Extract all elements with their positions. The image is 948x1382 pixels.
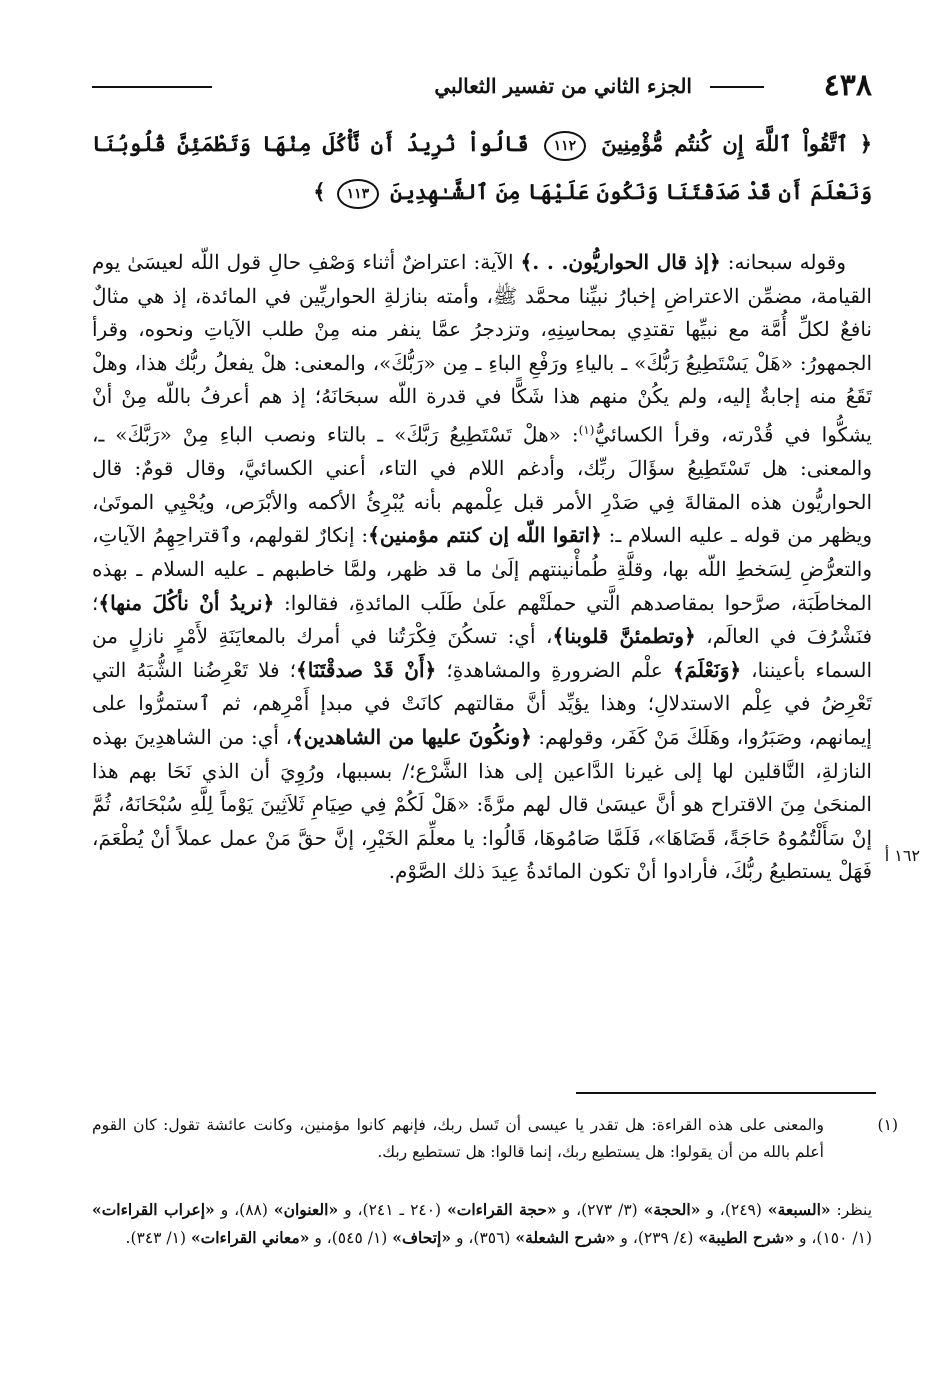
source-title: «إتحاف» (392, 1228, 452, 1247)
running-title: الجزء الثاني من تفسير الثعالبي (434, 74, 692, 98)
footnote-ref: (١) (578, 422, 595, 437)
page-number: ٤٣٨ (823, 68, 872, 103)
source-title: «إعراب القراءات» (92, 1200, 215, 1219)
text-run: : إنكارٌ لقولهم، وٱقتراحِهِمُ الآياتِ، والتعرُّضِ لِسَخطِ اللّه بها، وقلَّةِ طُمأْنينتهم إلَىٰ ما قد ظهر، ولمَّا خاطبهم ـ عليه السلام ـ بهذه المخاطَبَة، صرَّحوا بمقاصدهم الَّتي حملَتْهم علَىٰ طَلَب المائدةِ، فقالوا: (92, 523, 873, 615)
footnote-text: والمعنى على هذه القراءة: هل تقدر يا عيسى أن تَسل ربك، فإنهم كانوا مؤمنين، وكانت عائشة تقول: كان القوم أعلم بالله من أن يقولوا: هل يستطيع ربك، إنما قالوا: هل تستطيع ربك. (92, 1116, 824, 1161)
text-run: الآية: اعتراضٌ أثناء وَصْفِ حالِ قول اللّه لعيسَىٰ يوم القيامة، مضمِّن الاعتراضِ إخبارُ نبيِّنا محمَّد ﷺ، وأمته بنازلةِ الحواريِّين في المائدة، إذ هي مثالٌ نافعٌ لكلِّ أُمَّة مع نبيِّها تقتدِي بمحاسِنِهِ، وتزدجرُ عمَّا ينفر منه مِنْ طلب الآياتِ ونحوه، وقرأ الجمهورُ: «هَلْ يَسْتَطِيعُ رَبُّكَ» ـ بالياءِ ورَفْعِ الباءِ ـ مِن «رَبُّكَ»، والمعنى: هلْ يفعلُ ربُّك هذا، وهلْ تَقَعُ منه إجابةٌ إليه، ولم يكُنْ منهم هذا شَكًّا في قدرة اللّه سبحَانَهُ؛ إذ هم أعرفُ باللّه مِنْ أنْ يشكُّوا في قُدْرته، وقرأ الكسائيُّ (92, 250, 873, 447)
text-run: (٨٨)، و (214, 1201, 274, 1219)
text-run: ، أي: تسكُنَ فِكْرَتُنا في أمرك بالمعايَنَةِ لأَمْرٍ نازلٍ من السماء بأعيننا، (92, 624, 873, 682)
source-title: «معاني القراءات» (190, 1228, 310, 1247)
text-run: (٣٥٦)، و (451, 1229, 516, 1247)
quran-verse-block (92, 120, 872, 216)
text-run: ينظر: (830, 1201, 873, 1219)
source-title: «العنوان» (273, 1200, 339, 1219)
footnote-references (92, 1196, 872, 1252)
source-title: «شرح الطيبة» (698, 1228, 795, 1247)
source-title: «شرح الشعلة» (515, 1228, 616, 1247)
quoted-verse: ﴿وتطمئنَّ قلوبنا﴾ (552, 624, 696, 649)
text-run: (٢٤٠ ـ ٢٤١)، و (338, 1201, 448, 1219)
source-title: «السبعة» (767, 1200, 831, 1219)
quoted-verse: ﴿اتقوا اللّه إن كنتم مؤمنين﴾ (368, 523, 602, 548)
quoted-verse: ﴿ونكُونَ عليها من الشاهدين﴾ (292, 724, 532, 749)
text-run: (١/ ٣٤٣). (125, 1229, 191, 1247)
text-run: ؛ فلا تَعْرِضُنا الشُّبَهُ التي تَعْرِضُ في عِلْم الاستدلالِ؛ وهذا يؤيِّد أنَّ مقالتهم كانَتْ في مبدإ أَمْرِهم، ثم ٱستمرُّوا على إيمانهم، وصَبَرُوا، وهَلَكَ مَنْ كَفَر، وقولهم: (92, 657, 872, 749)
header-rule (710, 86, 764, 88)
quoted-verse: ﴿نريدُ أنْ نأكُلَ منها﴾ (98, 590, 275, 615)
ayah-number-113: ١١٣ (337, 179, 379, 209)
quran-text: قَالُواْ نُرِيدُ أَن نَّأْكُلَ مِنْهَا وَتَطْمَئِنَّ قُلُوبُنَا وَنَعْلَمَ أَن قَدْ صَدَقْتَنَا وَنَكُونَ عَلَيْهَا مِنَ ٱلشَّـٰهِدِينَ (92, 131, 872, 204)
text-run: ؛ فنَشْرُفَ في العالَم، (92, 590, 872, 649)
text-run: (١/ ١٥٠)، و (794, 1229, 872, 1247)
quoted-verse: ﴿وَنَعْلَمَ﴾ (672, 657, 742, 682)
commentary-paragraph (92, 246, 872, 889)
footnote-number: (١) (877, 1116, 898, 1134)
quoted-verse: ﴿إذ قال الحواريُّون. . .﴾ (520, 250, 721, 274)
text-run: (١/ ٥٤٥)، و (309, 1229, 393, 1247)
text-run: (٢٤٩)، و (700, 1201, 768, 1219)
page-header (92, 66, 872, 106)
quran-bracket: ﴾ (313, 179, 326, 204)
source-title: «الحجة» (643, 1200, 701, 1219)
text-run: علْم الضرورةِ والمشاهدةِ؛ (436, 657, 673, 682)
quoted-verse: ﴿أَنْ قَدْ صدقْتَنَا﴾ (296, 657, 437, 682)
manuscript-folio-marker: ١٦٢ أ (884, 846, 920, 865)
text-run: وقوله سبحانه: (720, 250, 846, 274)
footnote-1 (92, 1112, 872, 1166)
commentary-text (92, 246, 872, 889)
quran-text: ﴿ ٱتَّقُواْ ٱللَّهَ إِن كُنتُم مُّؤْمِنِينَ (601, 131, 873, 156)
text-run: ، أي: من الشاهدِينَ بهذه النازلةِ، النَّاقلين لها إلى غيرنا الدَّاعين إلى هذا الشَّرْع؛/ بسببها، ورُوِيَ أن الذي نَحَا بهم هذا المنحَىٰ مِنَ الاقتراح هو أنَّ عيسَىٰ قال لهم مرَّةً: «هَلْ لَكُمْ فِي صِيَامِ ثَلاَثِينَ يَوْماً لِلَّهِ سُبْحَانَهُ، ثُمَّ إنْ سَأَلْتُمُوهُ حَاجَةً، قَضَاهَا»، فَلَمَّا صَامُوهَا، قَالُوا: يا معلِّمَ الخَيْرِ، إنَّ حقَّ مَنْ عمل عملاً أنْ يُطْعَمَ، فَهَلْ يستطيعُ ربُّكَ، فأرادوا أنْ تكون المائدةُ عِيدَ ذلك الصَّوْم. (92, 724, 872, 884)
text-run: (٤/ ٢٣٩)، و (615, 1229, 699, 1247)
ayah-number-112: ١١٢ (544, 131, 586, 161)
header-rule (92, 86, 212, 88)
footnote-separator (576, 1092, 876, 1094)
text-run: : «هلْ تَسْتَطِيعُ رَبَّكَ» ـ بالتاء ونصب الباءِ مِنْ «رَبَّكَ» ـ، والمعنى: هل تَسْتَطِيعُ سؤَالَ ربِّك، وأدغم اللام في التاء، أعني الكسائيَّ، وقال قومٌ: قال الحواريُّون هذه المقالةَ فِي صَدْرِ الأمر قبل عِلْمهم بأنه يُبْرِئُ الأكمه والأبْرَص، ويُحْيِي الموتَىٰ، ويظهر من قوله ـ عليه السلام ـ: (92, 422, 872, 548)
source-title: «حجة القراءات» (447, 1200, 557, 1219)
text-run: (٣/ ٢٧٣)، و (556, 1201, 644, 1219)
